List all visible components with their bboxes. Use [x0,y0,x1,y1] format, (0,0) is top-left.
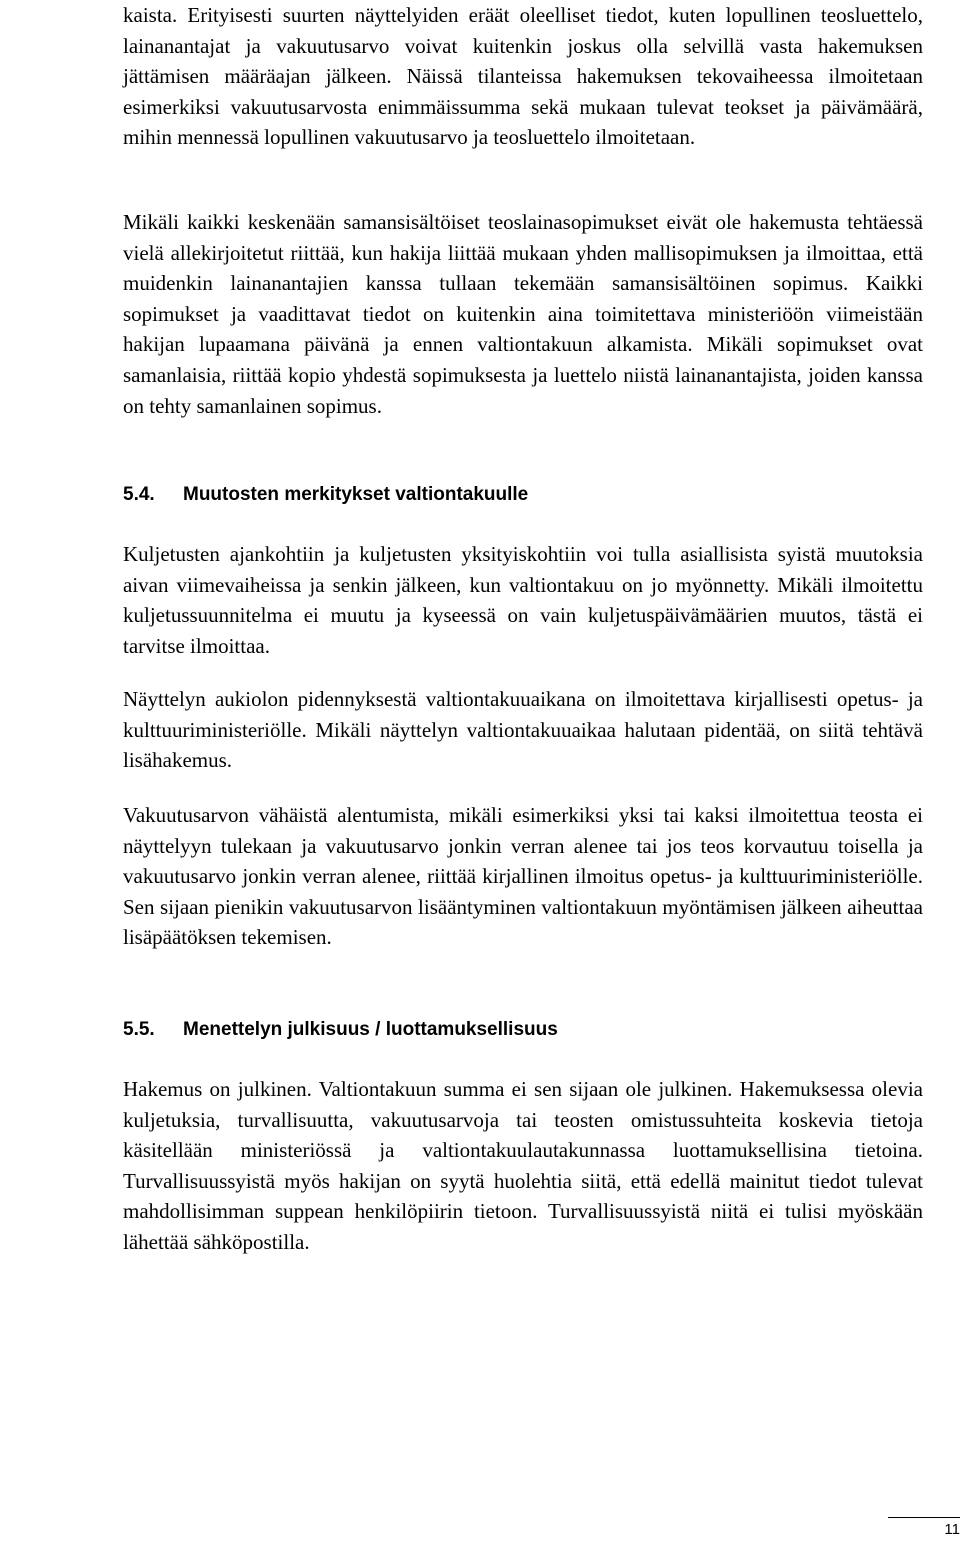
paragraph-insurance-value: Vakuutusarvon vähäistä alentumista, mikäli esimerkiksi yksi tai kaksi ilmoitettua teosta ei näyttelyyn tulekaan ja vakuutusarvo jonkin verran alenee tai jos teos korvautuu toisella ja vakuutusarvo jonkin verran alenee, riittää kirjallinen ilmoitus opetus- ja kulttuuriministeriölle. Sen sijaan pienikin vakuutusarvon lisääntyminen valtiontakuun myöntämisen jälkeen aiheuttaa lisäpäätöksen tekemisen. [123,803,923,950]
footer-rule [888,1517,960,1518]
section-heading-5-4 [123,483,528,507]
section-title: Muutosten merkitykset valtiontakuulle [183,484,529,505]
paragraph-final-details: kaista. Erityisesti suurten näyttelyiden eräät oleelliset tiedot, kuten lopullinen teosluettelo, lainanantajat ja vakuutusarvo voivat kuitenkin joskus olla selvillä vasta hakemuksen jättämisen määräajan jälkeen. Näissä tilanteissa hakemuksen tekovaiheessa ilmoitetaan esimerkiksi vakuutusarvosta enimmäissumma sekä mukaan tulevat teokset ja päivämäärä, mihin mennessä lopullinen vakuutusarvo ja teosluettelo ilmoitetaan. [123,3,923,150]
section-number: 5.5. [123,1019,155,1040]
page-number: 11 [944,1521,960,1538]
paragraph-loan-agreements: Mikäli kaikki keskenään samansisältöiset teoslainasopimukset eivät ole hakemusta tehtäessä vielä allekirjoitetut riittää, kun hakija liittää mukaan yhden mallisopimuksen ja ilmoittaa, että muidenkin lainanantajien kanssa tullaan tekemään samansisältöinen sopimus. Kaikki sopimukset ja vaadittavat tiedot on kuitenkin aina toimitettava ministeriöön viimeistään hakijan lupaamana päivänä ja ennen valtiontakuun alkamista. Mikäli sopimukset ovat samanlaisia, riittää kopio yhdestä sopimuksesta ja luettelo niistä lainanantajista, joiden kanssa on tehty samanlainen sopimus. [123,210,923,418]
section-heading-5-5 [123,1018,558,1042]
section-title: Menettelyn julkisuus / luottamuksellisuus [183,1019,558,1040]
paragraph-transport-changes: Kuljetusten ajankohtiin ja kuljetusten yksityiskohtiin voi tulla asiallisista syistä muutoksia aivan viimevaiheissa ja senkin jälkeen, kun valtiontakuu on jo myönnetty. Mikäli ilmoitettu kuljetussuunnitelma ei muutu ja kyseessä on vain kuljetuspäivämäärien muutos, tästä ei tarvitse ilmoittaa. [123,542,923,658]
paragraph-exhibition-extension: Näyttelyn aukiolon pidennyksestä valtiontakuuaikana on ilmoitettava kirjallisesti opetus- ja kulttuuriministeriölle. Mikäli näyttelyn valtiontakuuaikaa halutaan pidentää, on siitä tehtävä lisähakemus. [123,687,923,773]
section-number: 5.4. [123,484,155,505]
paragraph-confidentiality: Hakemus on julkinen. Valtiontakuun summa ei sen sijaan ole julkinen. Hakemuksessa olevia kuljetuksia, turvallisuutta, vakuutusarvoja tai teosten omistussuhteita koskevia tietoja käsitellään ministeriössä ja valtiontakuulautakunnassa luottamuksellisina tietoina. Turvallisuussyistä myös hakijan on syytä huolehtia siitä, että edellä mainitut tiedot tulevat mahdollisimman suppean henkilöpiirin tietoon. Turvallisuussyistä niitä ei tulisi myöskään lähettää sähköpostilla. [123,1077,923,1254]
